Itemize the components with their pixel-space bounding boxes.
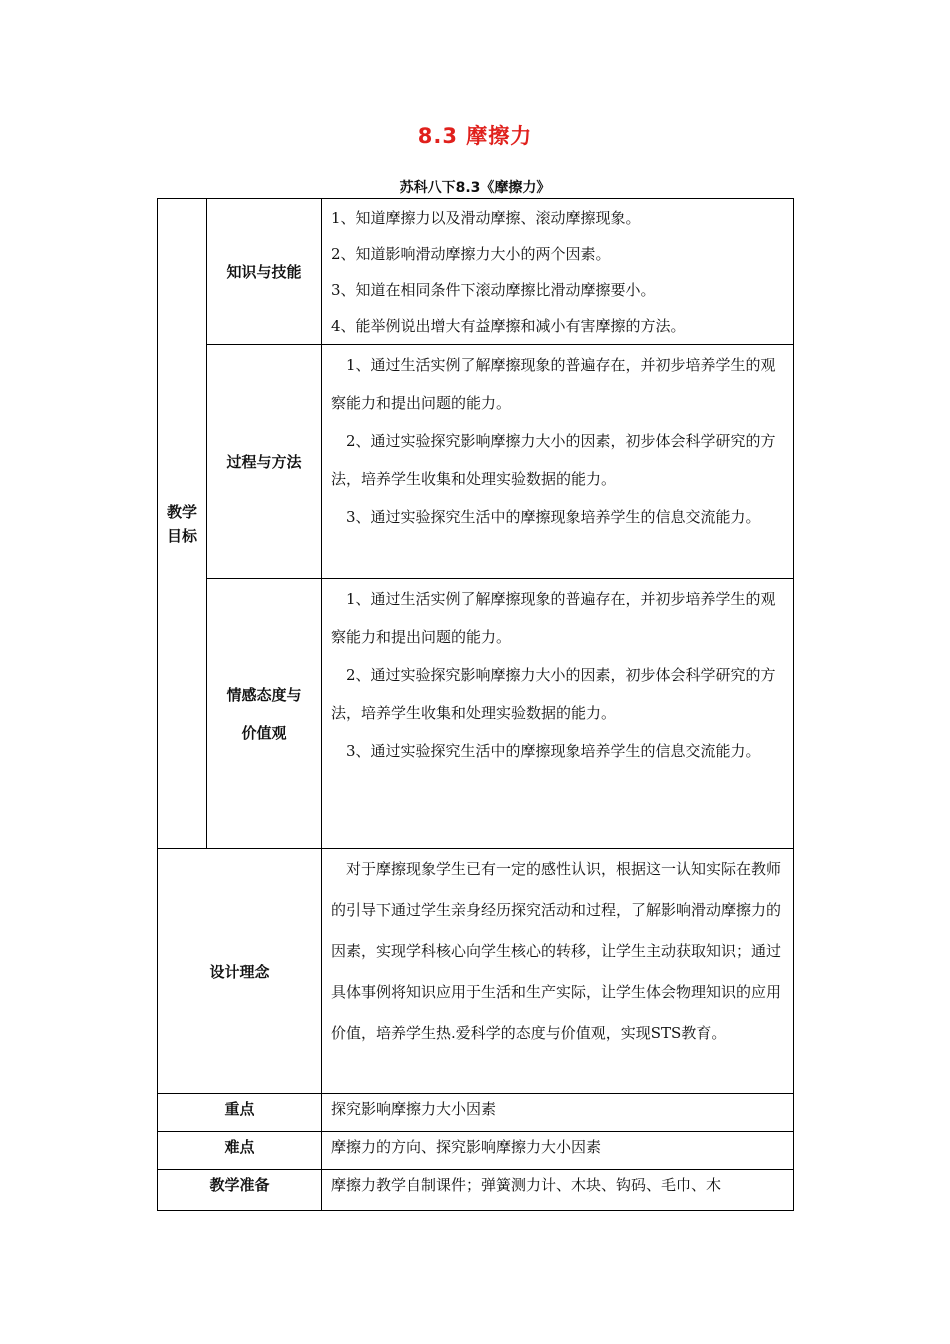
emotion-item: 2、通过实验探究影响摩擦力大小的因素，初步体会科学研究的方法，培养学生收集和处理实验数据的能力。 (331, 666, 776, 722)
process-item: 1、通过生活实例了解摩擦现象的普遍存在，并初步培养学生的观察能力和提出问题的能力。 (331, 356, 776, 412)
design-content (322, 849, 794, 1094)
row-process (158, 345, 794, 579)
page-subtitle: 苏科八下8.3《摩擦力》 (399, 180, 551, 196)
row-emotion (158, 579, 794, 849)
difficulty-label: 难点 (158, 1132, 322, 1170)
emotion-content (322, 579, 794, 849)
emotion-label: 情感态度与 价值观 (207, 579, 322, 849)
row-difficulty (158, 1132, 794, 1170)
row-key-point (158, 1094, 794, 1132)
knowledge-content (322, 199, 794, 345)
knowledge-item: 2、知道影响滑动摩擦力大小的两个因素。 (331, 245, 611, 263)
page-title: 8.3 摩擦力 (417, 124, 533, 148)
difficulty-text: 摩擦力的方向、探究影响摩擦力大小因素 (322, 1132, 794, 1170)
process-label: 过程与方法 (207, 345, 322, 579)
preparation-text: 摩擦力教学自制课件；弹簧测力计、木块、钩码、毛巾、木 (322, 1170, 794, 1211)
row-preparation (158, 1170, 794, 1211)
knowledge-item: 4、能举例说出增大有益摩擦和减小有害摩擦的方法。 (331, 317, 686, 335)
key-point-text: 探究影响摩擦力大小因素 (322, 1094, 794, 1132)
knowledge-label: 知识与技能 (207, 199, 322, 345)
process-content (322, 345, 794, 579)
knowledge-item: 3、知道在相同条件下滚动摩擦比滑动摩擦要小。 (331, 281, 656, 299)
process-item: 3、通过实验探究生活中的摩擦现象培养学生的信息交流能力。 (346, 508, 761, 526)
design-label: 设计理念 (158, 849, 322, 1094)
lesson-plan-table (157, 198, 794, 1211)
process-item: 2、通过实验探究影响摩擦力大小的因素，初步体会科学研究的方法，培养学生收集和处理实验数据的能力。 (331, 432, 776, 488)
knowledge-item: 1、知道摩擦力以及滑动摩擦、滚动摩擦现象。 (331, 209, 641, 227)
design-text: 对于摩擦现象学生已有一定的感性认识，根据这一认知实际在教师的引导下通过学生亲身经历探究活动和过程，了解影响滑动摩擦力的因素，实现学科核心向学生核心的转移，让学生主动获取知识；通过具体事例将知识应用于生活和生产实际，让学生体会物理知识的应用价值，培养学生热.爱科学的态度与价值观，实现STS教育。 (331, 860, 782, 1042)
emotion-item: 1、通过生活实例了解摩擦现象的普遍存在，并初步培养学生的观察能力和提出问题的能力。 (331, 590, 776, 646)
key-point-label: 重点 (158, 1094, 322, 1132)
objectives-label: 教学 目标 (158, 199, 207, 849)
emotion-item: 3、通过实验探究生活中的摩擦现象培养学生的信息交流能力。 (346, 742, 761, 760)
row-knowledge (158, 199, 794, 345)
row-design (158, 849, 794, 1094)
preparation-label: 教学准备 (158, 1170, 322, 1211)
